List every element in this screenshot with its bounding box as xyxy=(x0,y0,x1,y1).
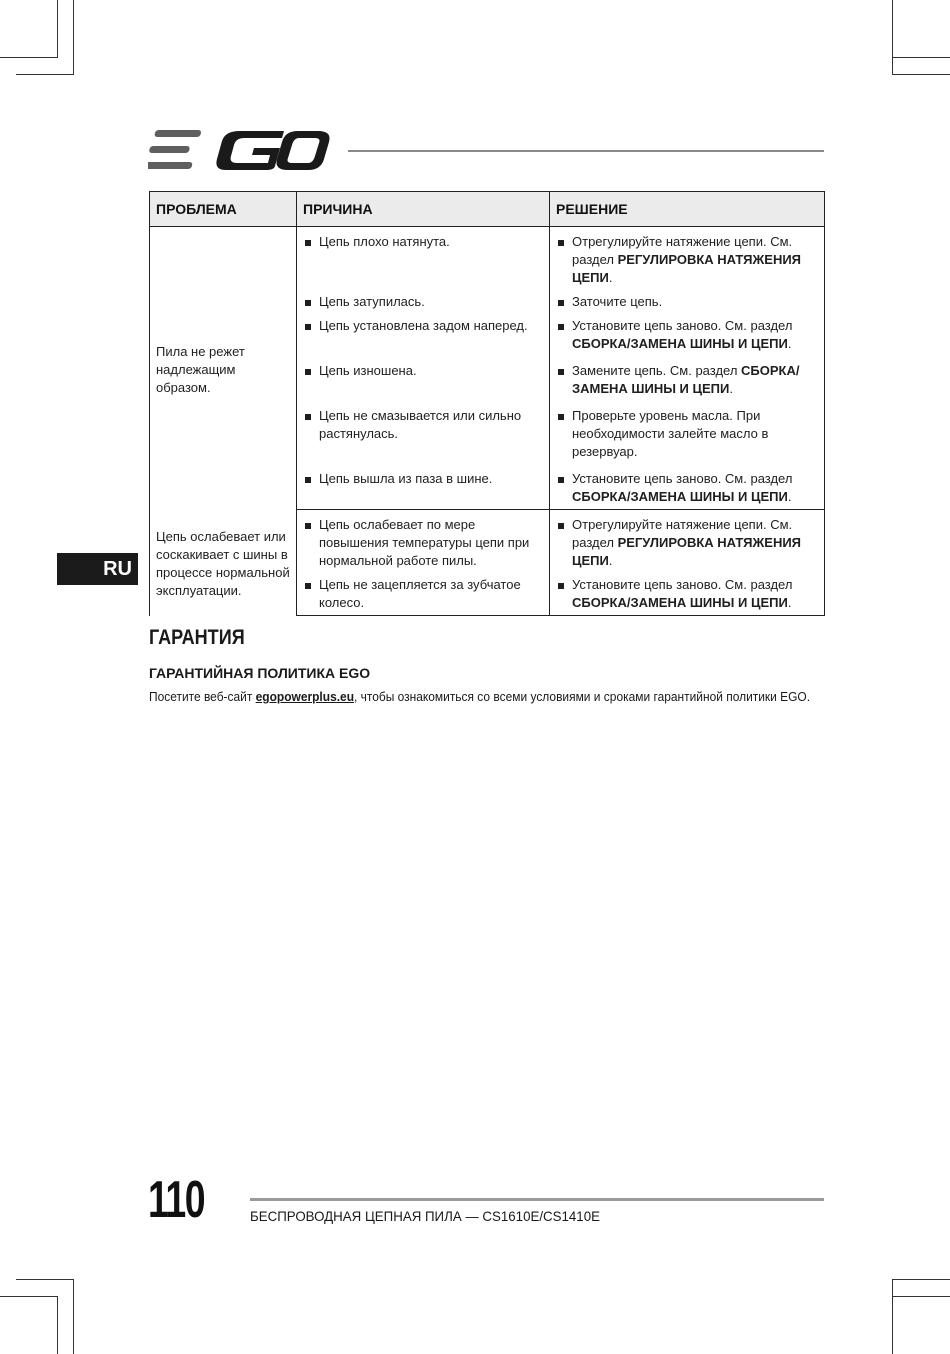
solution-text: Отрегулируйте натяжение цепи. См. раздел xyxy=(572,517,793,550)
crop-mark xyxy=(57,0,58,58)
table-header-row xyxy=(150,192,825,227)
table-row xyxy=(150,227,825,291)
problem-cell: Цепь ослабевает или соскакивает с шины в процессе нормальной эксплуатации. xyxy=(150,510,297,616)
solution-cell xyxy=(550,290,825,314)
header-cause: ПРИЧИНА xyxy=(297,192,550,227)
solution-text: Отрегулируйте натяжение цепи. См. раздел xyxy=(572,234,793,267)
warranty-text-before: Посетите веб-сайт xyxy=(149,689,256,704)
solution-cell xyxy=(550,573,825,616)
crop-mark xyxy=(892,57,950,58)
crop-mark xyxy=(892,1296,950,1297)
warranty-website-link[interactable]: egopowerplus.eu xyxy=(255,689,355,704)
cause-cell xyxy=(297,314,550,356)
footer-document-title: БЕСПРОВОДНАЯ ЦЕПНАЯ ПИЛА — CS1610E/CS1410E xyxy=(250,1208,600,1224)
solution-section-ref: СБОРКА/ЗАМЕНА ШИНЫ И ЦЕПИ xyxy=(572,489,788,504)
solution-section-ref: РЕГУЛИРОВКА НАТЯЖЕНИЯ ЦЕПИ xyxy=(572,535,802,568)
warranty-text-after: , чтобы ознакомиться со всеми условиями и сроками гарантийной политики EGO. xyxy=(354,689,811,704)
crop-mark xyxy=(16,74,74,75)
header-solution: РЕШЕНИЕ xyxy=(550,192,825,227)
solution-text: Заточите цепь. xyxy=(572,294,663,309)
cause-text: Цепь изношена. xyxy=(303,362,543,380)
solution-punct: . xyxy=(608,270,613,285)
solution-punct: . xyxy=(787,489,792,504)
table-row xyxy=(150,510,825,574)
solution-punct: . xyxy=(787,595,792,610)
cause-text: Цепь не смазывается или сильно растянулась. xyxy=(303,407,543,443)
solution-punct: . xyxy=(729,381,733,396)
crop-mark xyxy=(73,1279,74,1354)
cause-cell xyxy=(297,290,550,314)
cause-cell xyxy=(297,464,550,510)
cause-cell xyxy=(297,227,550,291)
crop-mark xyxy=(892,74,950,75)
cause-text: Цепь установлена задом наперед. xyxy=(303,317,543,335)
cause-text: Цепь не зацепляется за зубчатое колесо. xyxy=(303,576,543,612)
solution-punct: . xyxy=(608,553,613,568)
solution-cell xyxy=(550,356,825,401)
warranty-heading: ГАРАНТИЯ xyxy=(149,626,245,649)
crop-mark xyxy=(73,0,74,75)
solution-text: Установите цепь заново. См. раздел xyxy=(572,318,793,333)
crop-mark xyxy=(0,57,58,58)
solution-cell xyxy=(550,227,825,291)
cause-cell xyxy=(297,401,550,464)
problem-cell: Пила не режет надлежащим образом. xyxy=(150,227,297,510)
solution-text: Установите цепь заново. См. раздел xyxy=(572,577,793,592)
warranty-policy-heading: ГАРАНТИЙНАЯ ПОЛИТИКА EGO xyxy=(149,665,371,681)
solution-text: Установите цепь заново. См. раздел xyxy=(572,471,793,486)
solution-punct: . xyxy=(787,336,792,351)
ego-logo xyxy=(148,128,332,172)
solution-section-ref: СБОРКА/ЗАМЕНА ШИНЫ И ЦЕПИ xyxy=(572,336,788,351)
crop-mark xyxy=(57,1296,58,1354)
cause-cell xyxy=(297,510,550,574)
solution-cell xyxy=(550,314,825,356)
header-rule xyxy=(348,150,824,152)
crop-mark xyxy=(892,1279,950,1280)
cause-text: Цепь плохо натянута. xyxy=(303,233,543,251)
cause-cell xyxy=(297,356,550,401)
solution-text: Проверьте уровень масла. При необходимости залейте масло в резервуар. xyxy=(572,408,769,459)
solution-section-ref: СБОРКА/ЗАМЕНА ШИНЫ И ЦЕПИ xyxy=(572,595,788,610)
solution-text: Замените цепь. См. раздел xyxy=(572,363,742,378)
troubleshooting-table xyxy=(149,191,825,616)
solution-cell xyxy=(550,464,825,510)
cause-cell xyxy=(297,573,550,616)
cause-text: Цепь вышла из паза в шине. xyxy=(303,470,543,488)
language-tab: RU xyxy=(57,553,138,585)
solution-section-ref: СБОРКА/ ЗАМЕНА ШИНЫ И ЦЕПИ xyxy=(572,363,800,396)
solution-cell xyxy=(550,401,825,464)
header-problem: ПРОБЛЕМА xyxy=(150,192,297,227)
crop-mark xyxy=(892,1279,893,1354)
cause-text: Цепь ослабевает по мере повышения температуры цепи при нормальной работе пилы. xyxy=(303,516,543,570)
cause-text: Цепь затупилась. xyxy=(303,293,543,311)
solution-cell xyxy=(550,510,825,574)
solution-section-ref: РЕГУЛИРОВКА НАТЯЖЕНИЯ ЦЕПИ xyxy=(572,252,802,285)
footer-rule xyxy=(250,1198,824,1201)
warranty-paragraph xyxy=(149,689,810,704)
crop-mark xyxy=(0,1296,58,1297)
page-number: 110 xyxy=(148,1171,205,1229)
crop-mark xyxy=(892,0,893,75)
crop-mark xyxy=(16,1279,74,1280)
